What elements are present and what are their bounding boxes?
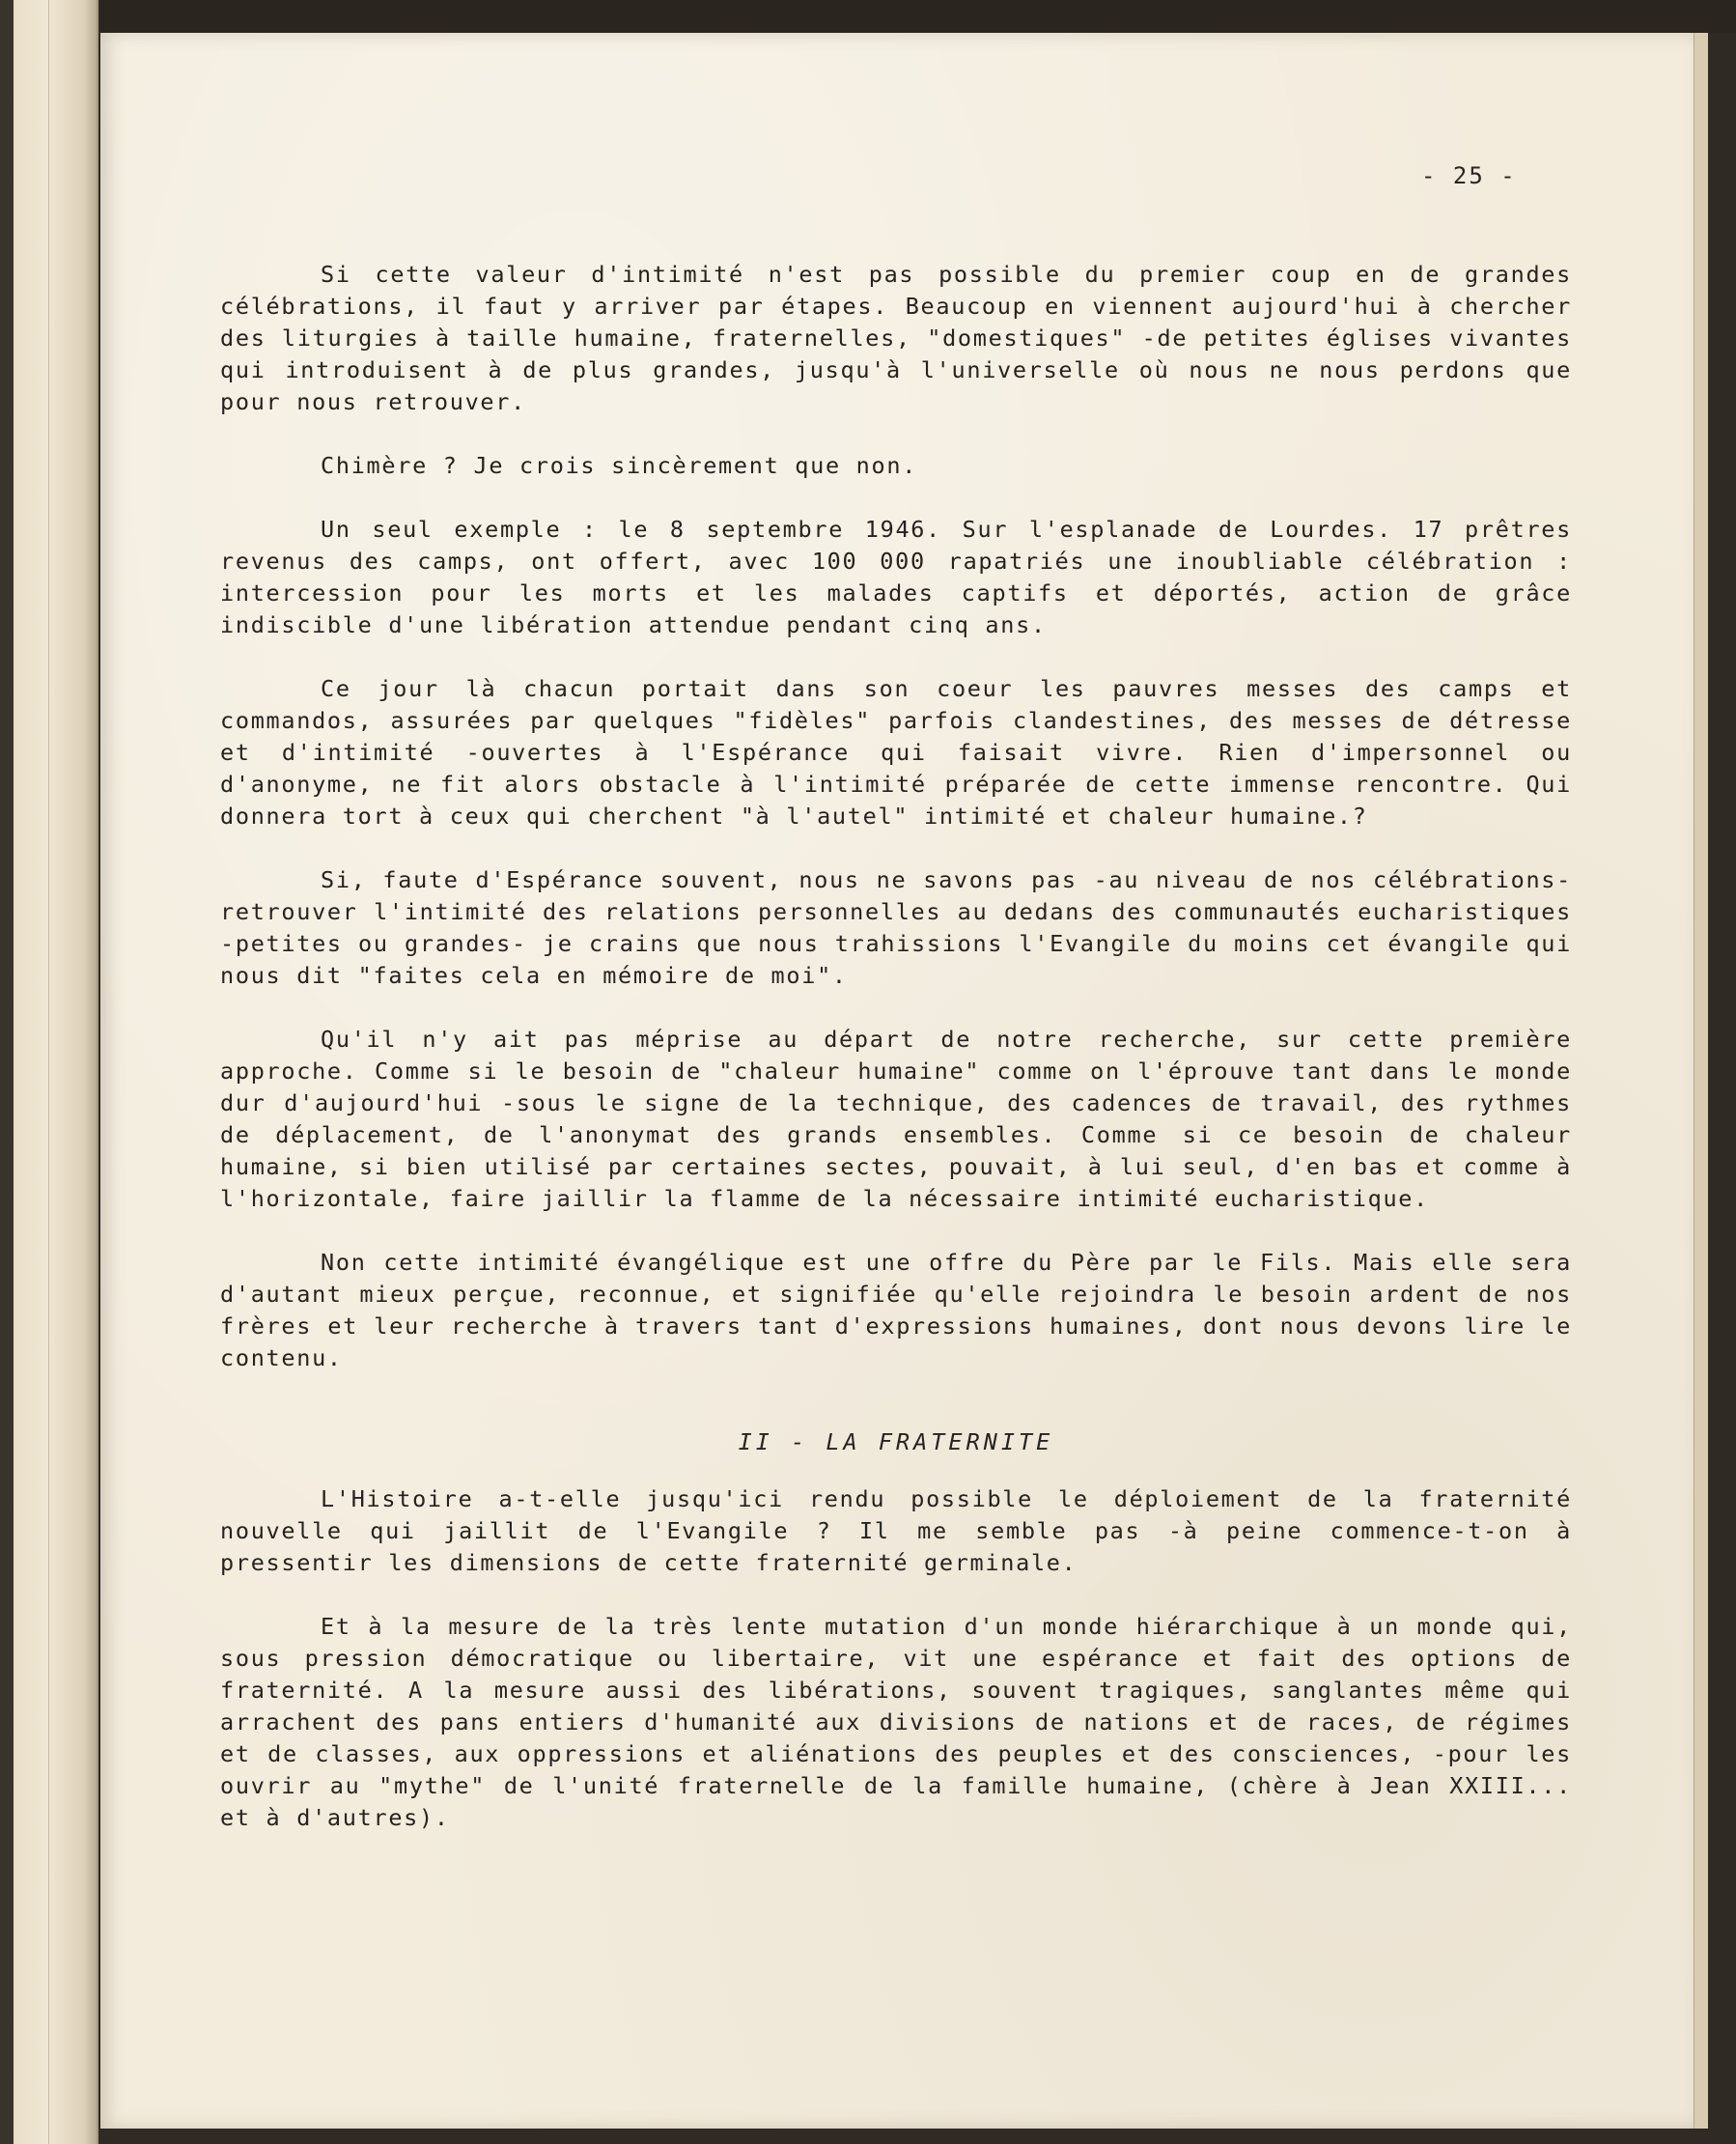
top-shadow — [100, 0, 1736, 33]
document-body — [220, 259, 1572, 1866]
page-fold-line — [48, 0, 49, 2144]
paragraph-lourdes-example: Un seul exemple : le 8 septembre 1946. Sur l'esplanade de Lourdes. 17 prêtres revenus des camps, ont offert, avec 100 000 rapatriés une inoubliable célébration : intercession pour les morts et les malades captifs et déportés, action de grâce indiscible d'une libération attendue pendant cinq ans. — [220, 516, 1572, 638]
binding-strip — [0, 0, 14, 2144]
page-number: - 25 - — [1421, 162, 1517, 189]
section-title: II - LA FRATERNITE — [738, 1428, 1054, 1455]
paragraph-meprise: Qu'il n'y ait pas méprise au départ de notre recherche, sur cette première approche. Comme si le besoin de "chaleur humaine" comme on l'éprouve tant dans le monde dur d'aujourd'hui -sous le signe de la technique, des cadences de travail, des rythmes de déplacement, de l'anonymat des grands ensembles. Comme si ce besoin de chaleur humaine, si bien utilisé par certaines sectes, pouvait, à lui seul, d'en bas et comme à l'horizontale, faire jaillir la flamme de la nécessaire intimité eucharistique. — [220, 1026, 1572, 1212]
page-right-edge — [1694, 33, 1708, 2129]
paragraph-faute-esperance: Si, faute d'Espérance souvent, nous ne savons pas -au niveau de nos célébrations- retrouver l'intimité des relations personnelles au dedans des communautés eucharistiques -petites ou grandes- je crains que nous trahissions l'Evangile du moins cet évangile qui nous dit "faites cela en mémoire de moi". — [220, 866, 1572, 989]
paragraph-offre-du-pere: Non cette intimité évangélique est une offre du Père par le Fils. Mais elle sera d'autant mieux perçue, reconnue, et signifiée qu'elle rejoindra le besoin ardent de nos frères et leur recherche à travers tant d'expressions humaines, dont nous devons lire le contenu. — [220, 1249, 1572, 1371]
paragraph-mutation: Et à la mesure de la très lente mutation d'un monde hiérarchique à un monde qui, sous pression démocratique ou libertaire, vit une espérance et fait des options de fraternité. A la mesure aussi des libérations, souvent tragiques, sanglantes même qui arrachent des pans entiers d'humanité aux divisions de nations et de races, de régimes et de classes, aux oppressions et aliénations des peuples et des consciences, -pour les ouvrir au "mythe" de l'unité fraternelle de la famille humaine, (chère à Jean XXIII... et à d'autres). — [220, 1613, 1572, 1831]
paragraph-chimere: Chimère ? Je crois sincèrement que non. — [321, 452, 918, 479]
paragraph-histoire: L'Histoire a-t-elle jusqu'ici rendu possible le déploiement de la fraternité nouvelle qui jaillit de l'Evangile ? Il me semble pas -à peine commence-t-on à pressentir les dimensions de cette fraternité germinale. — [220, 1485, 1572, 1576]
previous-page-edge — [14, 0, 98, 2144]
paragraph-camp-masses: Ce jour là chacun portait dans son coeur les pauvres messes des camps et commandos, assurées par quelques "fidèles" parfois clandestines, des messes de détresse et d'intimité -ouvertes à l'Espérance qui faisait vivre. Rien d'impersonnel ou d'anonyme, ne fit alors obstacle à l'intimité préparée de cette immense rencontre. Qui donnera tort à ceux qui cherchent "à l'autel" intimité et chaleur humaine.? — [220, 675, 1572, 830]
paragraph-intimacy-stages: Si cette valeur d'intimité n'est pas possible du premier coup en de grandes célébrations, il faut y arriver par étapes. Beaucoup en viennent aujourd'hui à chercher des liturgies à taille humaine, fraternelles, "domestiques" -de petites églises vivantes qui introduisent à de plus grandes, jusqu'à l'universelle où nous ne nous perdons que pour nous retrouver. — [220, 261, 1572, 415]
